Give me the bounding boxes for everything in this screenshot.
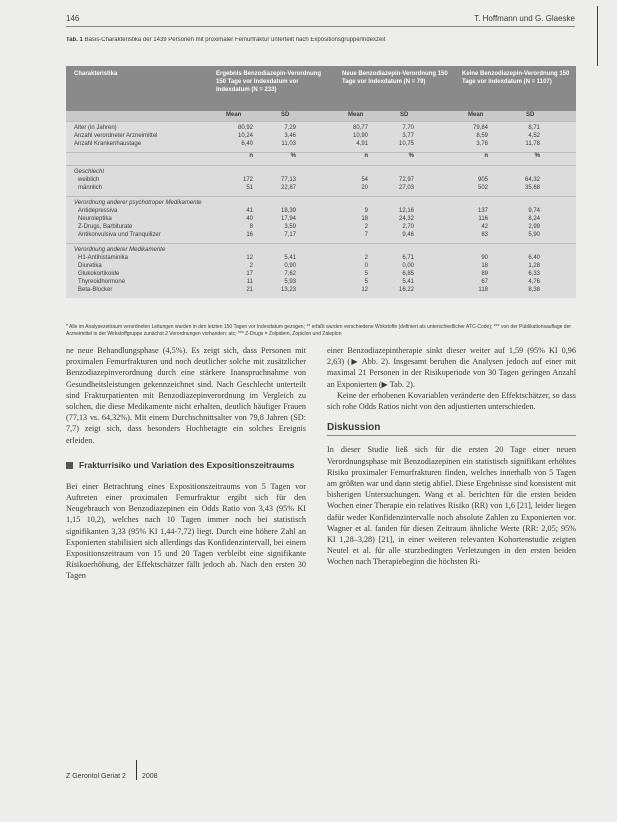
subheader-sd-2: SD <box>400 112 409 118</box>
row-label: H1-Antihistaminika <box>78 255 129 261</box>
table-cell: 35,68 <box>524 185 540 191</box>
table-cell: 79,84 <box>472 125 488 131</box>
footer-journal: Z Gerontol Geriat 2 <box>66 773 126 780</box>
table-cell: 12 <box>246 255 253 261</box>
table-cell: 5 <box>364 271 368 277</box>
row-label: Antidepressiva <box>78 208 118 214</box>
table-cell: 8 <box>249 224 253 230</box>
right-column <box>327 345 576 568</box>
table-cell: 51 <box>246 185 253 191</box>
table-cell: 10,90 <box>352 133 368 139</box>
subheader-sd-3: SD <box>526 112 535 118</box>
header-group-none: Keine Benzodiazepin-Verordnung 150 Tage vor Indexdatum (N = 1107) <box>462 71 570 85</box>
table-row <box>66 232 576 240</box>
table-caption <box>66 37 566 43</box>
table-cell: 10,75 <box>398 141 414 147</box>
table-row <box>66 125 576 133</box>
table-cell: 0,90 <box>284 263 296 269</box>
table-cell: 18 <box>481 263 488 269</box>
table-cell: 21 <box>246 287 253 293</box>
table-cell: 502 <box>477 185 488 191</box>
table-cell: 5,41 <box>402 279 414 285</box>
table-cell: 3,77 <box>402 133 414 139</box>
table-row <box>66 263 576 271</box>
row-label: Antikonvulsiva und Tranquilizer <box>78 232 161 238</box>
table-header <box>66 66 576 111</box>
table-row <box>66 216 576 224</box>
row-label: Z-Drugs, Barbiturate <box>78 224 133 230</box>
table-row <box>66 224 576 232</box>
table-cell: 16 <box>246 232 253 238</box>
right-paragraph-2: Keine der erhobenen Kovariablen veränderte den Effektschätzer, so dass sich rohe Odds Ratios nicht von den adjustierten unterschieden. <box>327 390 576 412</box>
table-cell: 8,38 <box>528 287 540 293</box>
table-cell: 116 <box>478 216 488 222</box>
header-characteristics: Charakteristika <box>74 71 118 77</box>
table-cell: 16,22 <box>398 287 414 293</box>
left-column <box>66 345 306 582</box>
right-paragraph-3: In dieser Studie ließ sich für die ersten 20 Tage einer neuen Verordnungsphase mit Benzodiazepinen ein statistisch signifikant erhöhtes Risiko proximaler Femurfrakturen finden, welches innerhalb von 5 Tagen am größten war und dann stetig abfiel. Diese Ergebnisse sind konsistent mit bisherigen Untersuchungen. Wang et al. berichten für die ersten beiden Wochen einer Therapie ein relatives Risiko (RR) von 1,6 [21], leider liegen dafür weder Konfidenzintervalle noch absolute Zahlen zu Exponierten vor. Wagner et al. fanden für diesen Zeitraum ähnliche Werte (RR: 2,05; 95% KI 1,28–3,28) [21], in einer weiteren relevanten Kohortenstudie zeigten Neutel et al. für alle sturzbedingten Verletzungen in den ersten beiden Wochen nach Therapiebeginn die höchsten Ri- <box>327 445 576 567</box>
table-body <box>66 121 576 298</box>
table-cell: 5,93 <box>284 279 296 285</box>
table-cell: 2 <box>364 255 368 261</box>
table-cell: 7,29 <box>284 125 296 131</box>
right-paragraph-1: einer Benzodiazepintherapie sinkt dieser weiter auf 1,59 (95% KI 0,96 2,63) (▶ Abb. 2). Insgesamt beruhen die Analysen jedoch auf einer mit maximal 21 Personen in der Risikoperiode von 30 Tagen geringen Anzahl an Exponierten (▶ Tab. 2). <box>327 346 576 389</box>
row-label: Beta-Blocker <box>78 287 113 293</box>
table-cell: 22,87 <box>280 185 296 191</box>
table-row <box>66 271 576 279</box>
count-sections <box>66 165 576 298</box>
table-cell: 172 <box>242 177 253 183</box>
table-row <box>66 255 576 263</box>
table-cell: 42 <box>481 224 488 230</box>
table-cell: 9,74 <box>528 208 540 214</box>
table-cell: 40 <box>246 216 253 222</box>
data-table <box>66 66 576 298</box>
table-cell: 3,59 <box>284 224 296 230</box>
table-subheader-count <box>66 152 576 165</box>
subheader-pct-2: % <box>408 153 414 159</box>
header-group-new: Neue Benzodiazepin-Verordnung 150 Tage vor Indexdatum (N = 79) <box>342 71 448 85</box>
table-cell: 83 <box>481 232 488 238</box>
table-row <box>66 208 576 216</box>
left-paragraph-1: ne neue Behandlungsphase (4,5%). Es zeigt sich, dass Personen mit proximalen Femurfrakturen und noch deutlicher solche mit zusätzlicher Benzodiazepinverordnung durch eine stärkere Inanspruchnahme von Gesundheitsleistungen gekennzeichnet sind. Nach Geschlecht unterteilt sind Frakturpatienten mit Benzodiazepinverordnung im Vergleich zu solchen, die diese Medikamente nicht erhalten, deutlich häufiger Frauen (77,13 vs. 64,32%). Mit einem Durchschnittsalter von 79,8 Jahren (SD: 7,7) zeigt sich, dass besonders Hochbetagte ein solches Ereignis erleiden. <box>66 346 306 445</box>
table-section <box>66 196 576 243</box>
table-cell: 6,71 <box>402 255 414 261</box>
table-cell: 18,39 <box>280 208 296 214</box>
table-cell: 5,41 <box>284 255 296 261</box>
table-cell: 11,03 <box>281 141 296 147</box>
table-cell: 6,85 <box>402 271 414 277</box>
table-cell: 12 <box>361 287 368 293</box>
row-label: Geschlecht <box>74 169 105 175</box>
table-cell: 4,52 <box>528 133 540 139</box>
table-section <box>66 165 576 196</box>
footer-divider <box>136 760 137 780</box>
page-number: 146 <box>66 14 80 23</box>
table-cell: 1,28 <box>528 263 540 269</box>
running-head-authors: T. Hoffmann und G. Glaeske <box>474 14 575 23</box>
subheader-mean-2: Mean <box>348 112 364 118</box>
row-label: Neuroleptika <box>78 216 112 222</box>
table-row <box>66 141 576 149</box>
section-heading-fracture-risk <box>66 460 306 471</box>
table-cell: 6,40 <box>528 255 540 261</box>
table-cell: 9 <box>364 208 368 214</box>
mean-section <box>66 121 576 152</box>
table-cell: 89 <box>481 271 488 277</box>
table-cell: 11 <box>246 279 253 285</box>
table-cell: 18 <box>361 216 368 222</box>
footer-year: 2008 <box>142 773 158 780</box>
left-paragraph-2: Bei einer Betrachtung eines Expositionszeitraums von 5 Tagen vor Auftreten einer proximalen Femurfraktur ergibt sich für den Neugebrauch von Benzodiazepinen ein Odds Ratio von 3,43 (95% KI 1,15 10,2), welches nach 10 Tagen immer noch bei statistisch signifikanten 3,33 (95% KI 1,44-7,72) liegt. Durch eine höhere Zahl an Exponierten stabilisiert sich allerdings das Konfidenzintervall, bei einem Expositionszeitraum von 15 und 20 Tagen verbleibt eine signifikante Risikoerhöhung, der Effektschätzer fällt jedoch ab. Nach den ersten 30 Tagen <box>66 481 306 581</box>
table-cell: 2 <box>249 263 253 269</box>
table-row <box>66 133 576 141</box>
section-title-row <box>66 169 576 177</box>
table-cell: 5,90 <box>528 232 540 238</box>
subheader-n-3: n <box>484 153 488 159</box>
table-cell: 7,17 <box>284 232 296 238</box>
row-label: Verordnung anderer Medikamente <box>74 247 166 253</box>
header-group-existing: Ergebnis Benzodiazepin-Verordnung 150 Tage vor Indexdatum vor Indexdatum (N = 233) <box>216 71 322 93</box>
row-label: Anzahl Krankenhaustage <box>74 141 142 147</box>
table-cell: 7,70 <box>402 125 414 131</box>
table-cell: 7,62 <box>284 271 296 277</box>
table-cell: 80,92 <box>237 125 253 131</box>
section-title-row <box>66 247 576 255</box>
subheader-pct-3: % <box>534 153 540 159</box>
table-cell: 0,00 <box>402 263 414 269</box>
crop-mark <box>597 6 598 66</box>
table-cell: 27,03 <box>398 185 414 191</box>
table-cell: 67 <box>481 279 488 285</box>
table-cell: 3,46 <box>284 133 296 139</box>
table-cell: 54 <box>361 177 368 183</box>
table-cell: 7 <box>364 232 368 238</box>
table-cell: 2,99 <box>528 224 540 230</box>
table-caption-text: Basis-Charakteristika der 1439 Personen mit proximaler Femurfraktur unterteilt nach Expositionsgruppe/Indexzeit <box>84 37 386 43</box>
table-footnote: * Alle im Analysezeitraum verordneten Leitungen wurden in den letzten 150 Tagen vor Indexdatum gezogen; ** erfaßt wurden verschiedene Wirkstoffe (definiert als unterschiedlicher ATC-Code); *** von der Publikationsauflage der Arzneimittel in der Wirkstoffgruppe zunächst 2 Verordnungen vorhanden: atc; *** Z-Drugs = Zolpidem, Zopiclon und Zaleplon <box>66 324 572 337</box>
table-cell: 72,97 <box>398 177 414 183</box>
table-cell: 17,94 <box>280 216 296 222</box>
table-cell: 6,33 <box>528 271 540 277</box>
header-rule <box>66 26 575 27</box>
subheader-mean-1: Mean <box>226 112 242 118</box>
table-cell: 6,40 <box>241 141 253 147</box>
table-cell: 12,16 <box>398 208 414 214</box>
table-cell: 41 <box>246 208 253 214</box>
table-cell: 3,76 <box>476 141 488 147</box>
table-section <box>66 243 576 298</box>
table-cell: 5 <box>364 279 368 285</box>
table-cell: 13,23 <box>280 287 296 293</box>
table-cell: 17 <box>246 271 253 277</box>
table-subheader-mean <box>66 111 576 121</box>
row-label: weiblich <box>78 177 100 183</box>
table-cell: 4,76 <box>528 279 540 285</box>
section-heading-discussion: Diskussion <box>327 422 576 436</box>
row-label: Anzahl verordneter Arzneimittel <box>74 133 158 139</box>
table-cell: 137 <box>477 208 488 214</box>
table-cell: 905 <box>477 177 488 183</box>
table-cell: 8,59 <box>476 133 488 139</box>
subheader-n-1: n <box>249 153 253 159</box>
table-cell: 2 <box>364 224 368 230</box>
row-label: Glukokortikoide <box>78 271 120 277</box>
subheader-sd-1: SD <box>281 112 290 118</box>
table-cell: 64,32 <box>524 177 540 183</box>
table-cell: 77,13 <box>280 177 296 183</box>
table-cell: 20 <box>361 185 368 191</box>
table-cell: 11,78 <box>525 141 540 147</box>
table-cell: 24,32 <box>398 216 414 222</box>
table-cell: 4,91 <box>356 141 368 147</box>
table-row <box>66 279 576 287</box>
section-title-row <box>66 200 576 208</box>
table-cell: 8,71 <box>528 125 540 131</box>
row-label: männlich <box>78 185 103 191</box>
section-heading-text: Frakturrisiko und Variation des Expositionszeitraums <box>79 459 295 470</box>
row-label: Verordnung anderer psychotroper Medikamente <box>74 200 202 206</box>
table-row <box>66 177 576 185</box>
table-caption-label: Tab. 1 <box>66 37 83 43</box>
row-label: Thyreoidhormone <box>78 279 126 285</box>
table-cell: 2,70 <box>402 224 414 230</box>
subheader-pct-1: % <box>290 153 296 159</box>
table-cell: 10,24 <box>237 133 253 139</box>
row-label: Alter (in Jahren) <box>74 125 117 131</box>
subheader-n-2: n <box>364 153 368 159</box>
table-cell: 0 <box>364 263 368 269</box>
heading-bullet-icon <box>66 462 73 469</box>
row-label: Diuretika <box>78 263 102 269</box>
table-cell: 118 <box>478 287 488 293</box>
table-cell: 90 <box>481 255 488 261</box>
table-cell: 80,77 <box>352 125 368 131</box>
table-row <box>66 185 576 193</box>
table-row <box>66 287 576 295</box>
subheader-mean-3: Mean <box>468 112 484 118</box>
table-cell: 9,46 <box>402 232 414 238</box>
table-cell: 8,24 <box>528 216 540 222</box>
